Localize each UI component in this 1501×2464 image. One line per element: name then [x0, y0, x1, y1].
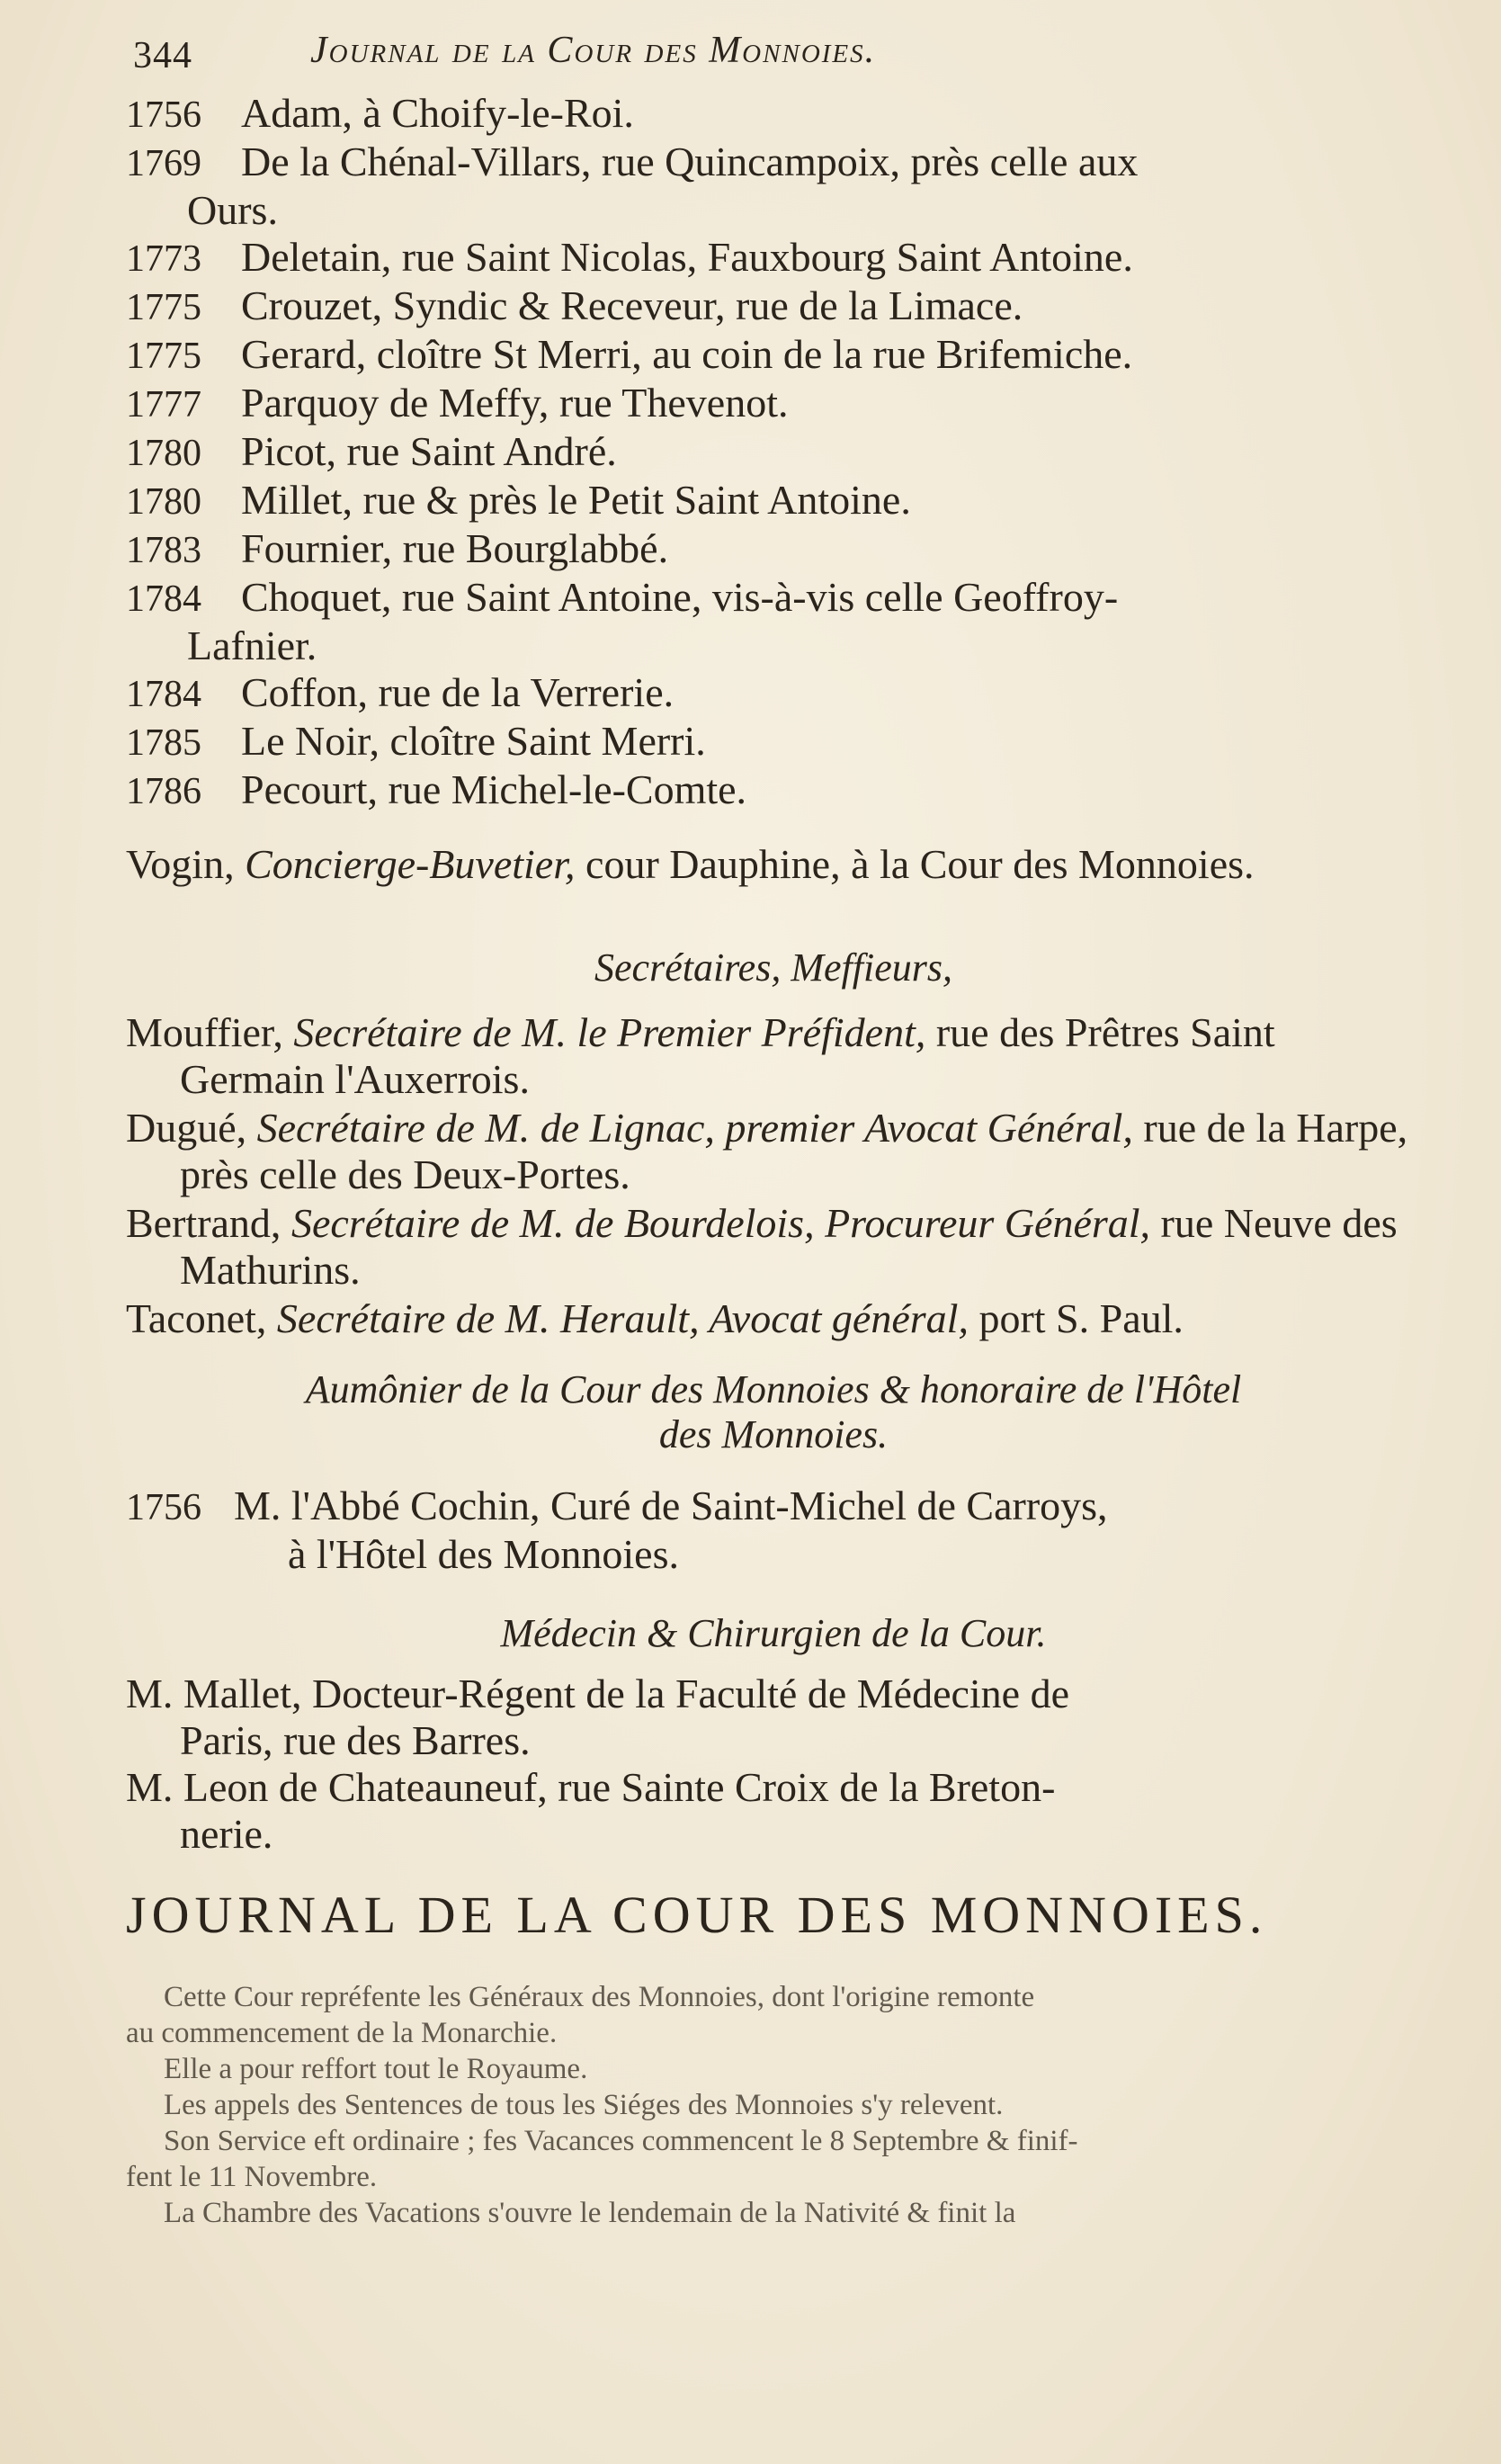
entry-year: 1769	[126, 143, 201, 184]
medecin-text: M. Leon de Chateauneuf, rue Sainte Croix de la Breton-	[126, 1764, 1056, 1810]
secretaire-address: port S. Paul.	[978, 1295, 1184, 1341]
entry-year: 1775	[126, 287, 201, 328]
secretaires-list	[126, 1009, 1421, 1344]
entry-text: Picot, rue Saint André.	[241, 428, 617, 474]
journal-line: au commencement de la Monarchie.	[126, 2017, 558, 2049]
medecin-entry	[126, 1764, 1421, 1858]
dated-entry	[126, 669, 1412, 718]
secretaire-name: Taconet,	[126, 1295, 267, 1341]
aumonier-heading: Aumônier de la Cour des Monnoies & honoraire de l'Hôtel des Monnoies.	[305, 1367, 1242, 1456]
dated-entry	[126, 90, 1412, 139]
journal-line: Les appels des Sentences de tous les Siéges des Monnoies s'y relevent.	[164, 2089, 1004, 2121]
running-header	[126, 27, 1403, 81]
entry-year: 1777	[126, 384, 201, 426]
entry-continuation: Lafnier.	[187, 623, 317, 668]
secretaire-role: Secrétaire de M. de Lignac, premier Avocat Général,	[256, 1105, 1133, 1151]
entry-text: De la Chénal-Villars, rue Quincampoix, près celle aux	[241, 139, 1139, 184]
dated-entry-list	[126, 90, 1412, 815]
medecin-entry	[126, 1671, 1421, 1764]
entry-year: 1784	[126, 674, 201, 715]
dated-entry	[126, 525, 1412, 574]
medecin-heading: Médecin & Chirurgien de la Cour.	[500, 1611, 1047, 1655]
journal-line: Elle a pour reffort tout le Royaume.	[164, 2053, 588, 2085]
entry-text: Millet, rue & près le Petit Saint Antoine.	[241, 477, 911, 523]
entry-year: 1773	[126, 238, 201, 280]
entry-text: Deletain, rue Saint Nicolas, Fauxbourg Saint Antoine.	[241, 234, 1133, 280]
medecin-continuation: Paris, rue des Barres.	[180, 1717, 531, 1763]
journal-line: Cette Cour repréfente les Généraux des Monnoies, dont l'origine remonte	[164, 1981, 1035, 2013]
journal-line: La Chambre des Vacations s'ouvre le lendemain de la Nativité & finit la	[164, 2197, 1016, 2229]
journal-line: fent le 11 Novembre.	[126, 2161, 378, 2193]
journal-text	[126, 1979, 1403, 2231]
entry-year: 1785	[126, 722, 201, 764]
dated-entry	[126, 718, 1412, 766]
dated-entry	[126, 380, 1412, 428]
entry-text: Adam, à Choify-le-Roi.	[241, 90, 634, 136]
secretaire-name: Dugué,	[126, 1105, 247, 1151]
entry-year: 1780	[126, 481, 201, 523]
entry-year: 1775	[126, 336, 201, 377]
dated-entry	[126, 234, 1412, 282]
secretaire-name: Mouffier,	[126, 1009, 283, 1055]
entry-text: Gerard, cloître St Merri, au coin de la rue Brifemiche.	[241, 331, 1133, 377]
secretaire-role: Secrétaire de M. Herault, Avocat général,	[276, 1295, 969, 1341]
dated-entry	[126, 477, 1412, 525]
entry-year: 1786	[126, 771, 201, 812]
dated-entry	[126, 331, 1412, 380]
dated-entry	[126, 139, 1412, 234]
entry-text: Pecourt, rue Michel-le-Comte.	[241, 766, 747, 812]
entry-continuation: Ours.	[187, 187, 278, 233]
journal-title: JOURNAL DE LA COUR DES MONNOIES.	[126, 1886, 1268, 1944]
secretaire-role: Secrétaire de M. le Premier Préfident,	[293, 1009, 926, 1055]
aumonier-entry: 1756 M. l'Abbé Cochin, Curé de Saint-Michel de Carroys, à l'Hôtel des Monnoies.	[126, 1483, 1108, 1577]
secretaire-role: Secrétaire de M. de Bourdelois, Procureur Général,	[290, 1200, 1151, 1246]
dated-entry	[126, 574, 1412, 669]
entry-text: Parquoy de Meffy, rue Thevenot.	[241, 380, 789, 426]
secretaire-name: Bertrand,	[126, 1200, 281, 1246]
entry-year: 1784	[126, 578, 201, 620]
secretaires-heading: Secrétaires, Meffieurs,	[594, 945, 952, 990]
page-number: 344	[133, 35, 192, 76]
dated-entry	[126, 766, 1412, 815]
entry-year: 1783	[126, 530, 201, 571]
entry-text: Le Noir, cloître Saint Merri.	[241, 718, 706, 764]
secretaire-entry	[126, 1009, 1421, 1103]
entry-text: Choquet, rue Saint Antoine, vis-à-vis celle Geoffroy-	[241, 574, 1119, 620]
dated-entry	[126, 428, 1412, 477]
entry-text: Fournier, rue Bourglabbé.	[241, 525, 669, 571]
journal-line: Son Service eft ordinaire ; fes Vacances commencent le 8 Septembre & finif-	[164, 2125, 1078, 2157]
medecin-list	[126, 1671, 1421, 1858]
secretaire-address: rue des Prêtres Saint Germain l'Auxerrois.	[180, 1009, 1275, 1102]
dated-entry	[126, 282, 1412, 331]
secretaire-entry	[126, 1200, 1421, 1294]
entry-year: 1756	[126, 94, 201, 136]
entry-text: Coffon, rue de la Verrerie.	[241, 669, 675, 715]
medecin-text: M. Mallet, Docteur-Régent de la Faculté de Médecine de	[126, 1671, 1070, 1716]
medecin-continuation: nerie.	[180, 1811, 273, 1857]
secretaire-address: rue Neuve des Mathurins.	[180, 1200, 1398, 1293]
entry-year: 1780	[126, 433, 201, 474]
secretaire-entry	[126, 1105, 1421, 1198]
running-title: Journal de la Cour des Monnoies.	[310, 30, 877, 71]
secretaire-entry	[126, 1295, 1421, 1342]
secretaire-address: rue de la Harpe, près celle des Deux-Portes.	[180, 1105, 1408, 1197]
vogin-entry: Vogin, Concierge-Buvetier, cour Dauphine, à la Cour des Monnoies.	[126, 841, 1255, 887]
entry-text: Crouzet, Syndic & Receveur, rue de la Limace.	[241, 282, 1023, 328]
